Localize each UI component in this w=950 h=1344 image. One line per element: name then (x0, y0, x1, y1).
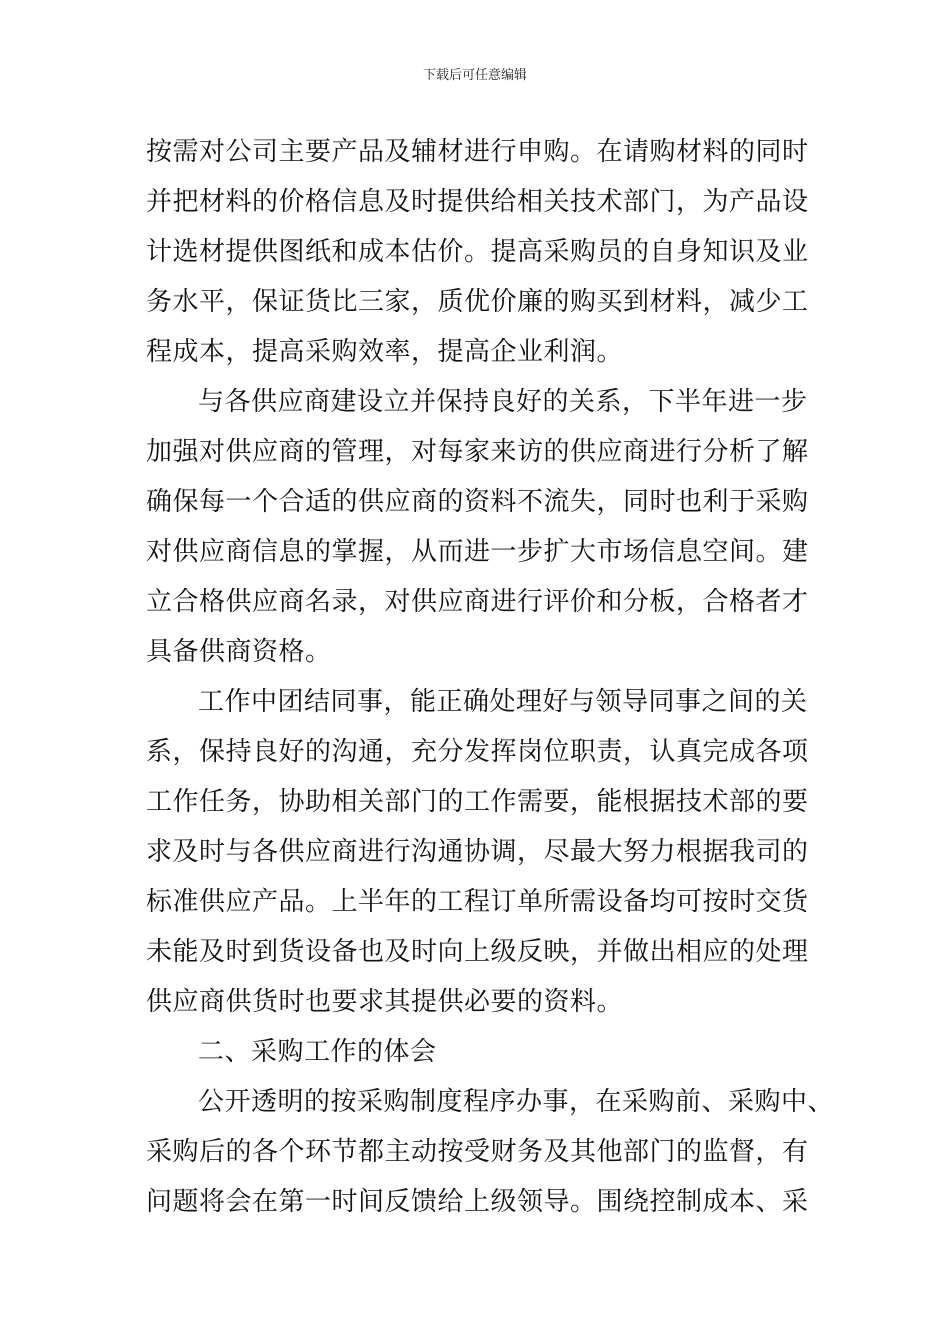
text-line: 与各供应商建设立并保持良好的关系，下半年进一步 (198, 387, 808, 417)
text-line: 公开透明的按采购制度程序办事，在采购前、采购中、 (198, 1087, 835, 1117)
text-line: 问题将会在第一时间反馈给上级领导。围绕控制成本、采 (146, 1187, 809, 1217)
text-line: 加强对供应商的管理，对每家来访的供应商进行分析了解 (146, 437, 809, 467)
text-line: 计选材提供图纸和成本估价。提高采购员的自身知识及业 (146, 237, 809, 267)
page-header: 下载后可任意编辑 (422, 68, 527, 83)
text-line: 工作中团结同事，能正确处理好与领导同事之间的关 (198, 687, 808, 717)
text-line: 对供应商信息的掌握，从而进一步扩大市场信息空间。建 (146, 537, 809, 567)
text-line: 程成本，提高采购效率，提高企业利润。 (146, 337, 624, 367)
text-line: 求及时与各供应商进行沟通协调，尽最大努力根据我司的 (146, 837, 809, 867)
text-line: 具备供商资格。 (146, 637, 332, 667)
text-line: 系，保持良好的沟通，充分发挥岗位职责，认真完成各项 (146, 737, 809, 767)
text-line: 二、采购工作的体会 (198, 1037, 437, 1067)
document-body (146, 127, 835, 1227)
text-line: 供应商供货时也要求其提供必要的资料。 (146, 987, 624, 1017)
text-line: 未能及时到货设备也及时向上级反映，并做出相应的处理 (146, 937, 809, 967)
text-line: 立合格供应商名录，对供应商进行评价和分板，合格者才 (146, 587, 809, 617)
text-line: 采购后的各个环节都主动按受财务及其他部门的监督，有 (146, 1137, 809, 1167)
text-line: 务水平，保证货比三家，质优价廉的购买到材料，减少工 (146, 287, 809, 317)
text-line: 确保每一个合适的供应商的资料不流失，同时也利于采购 (146, 487, 809, 517)
text-line: 标准供应产品。上半年的工程订单所需设备均可按时交货 (146, 887, 809, 917)
text-line: 并把材料的价格信息及时提供给相关技术部门，为产品设 (146, 187, 809, 217)
text-line: 工作任务，协助相关部门的工作需要，能根据技术部的要 (146, 787, 809, 817)
text-line: 按需对公司主要产品及辅材进行申购。在请购材料的同时 (146, 137, 809, 167)
